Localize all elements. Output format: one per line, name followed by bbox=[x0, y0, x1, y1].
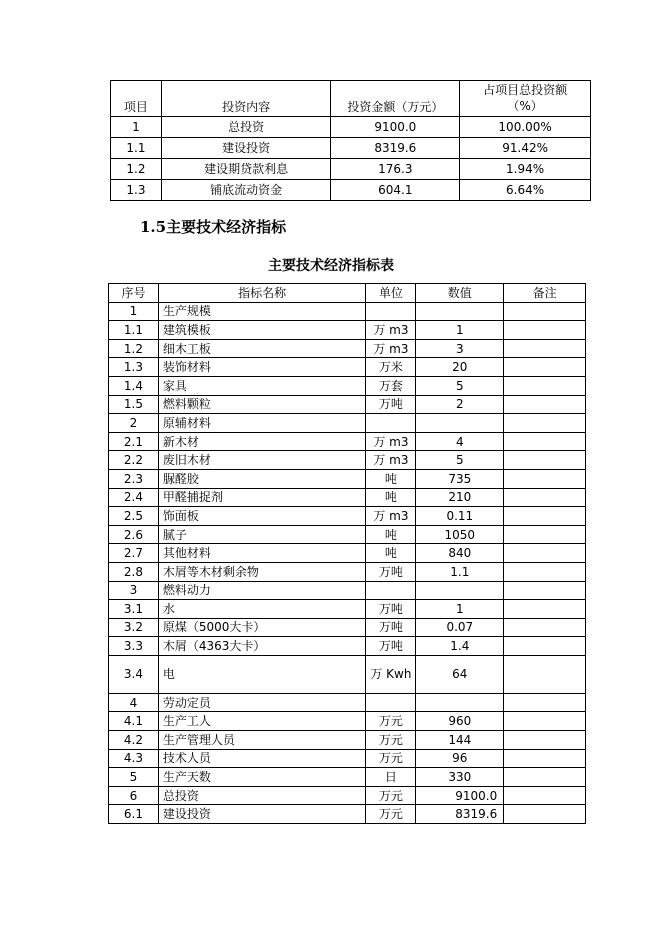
tech-cell-unit: 万 m3 bbox=[366, 321, 416, 340]
investment-header-amount: 投资金额（万元） bbox=[331, 81, 460, 117]
tech-cell-no: 1 bbox=[109, 302, 159, 321]
table-row bbox=[109, 562, 586, 581]
tech-cell-unit: 吨 bbox=[366, 544, 416, 563]
tech-cell-name: 原辅材料 bbox=[158, 414, 366, 433]
tech-cell-value: 8319.6 bbox=[416, 805, 504, 824]
tech-cell-remark bbox=[504, 768, 586, 787]
tech-cell-value: 4 bbox=[416, 432, 504, 451]
tech-cell-remark bbox=[504, 693, 586, 712]
tech-cell-value: 960 bbox=[416, 712, 504, 731]
tech-cell-remark bbox=[504, 655, 586, 693]
tech-cell-unit: 万 m3 bbox=[366, 432, 416, 451]
tech-cell-value: 96 bbox=[416, 749, 504, 768]
table-row bbox=[111, 180, 591, 201]
table-row bbox=[109, 339, 586, 358]
tech-cell-value: 5 bbox=[416, 376, 504, 395]
table-row bbox=[109, 507, 586, 526]
tech-cell-value: 330 bbox=[416, 768, 504, 787]
tech-cell-unit: 万吨 bbox=[366, 618, 416, 637]
tech-cell-no: 4.3 bbox=[109, 749, 159, 768]
tech-cell-value bbox=[416, 581, 504, 600]
tech-cell-value: 5 bbox=[416, 451, 504, 470]
tech-cell-unit bbox=[366, 693, 416, 712]
tech-cell-unit: 万吨 bbox=[366, 562, 416, 581]
table-row bbox=[109, 358, 586, 377]
tech-cell-remark bbox=[504, 562, 586, 581]
tech-cell-unit: 万元 bbox=[366, 731, 416, 750]
tech-cell-name: 建设投资 bbox=[158, 805, 366, 824]
tech-cell-unit: 万米 bbox=[366, 358, 416, 377]
tech-cell-remark bbox=[504, 432, 586, 451]
tech-cell-remark bbox=[504, 544, 586, 563]
tech-cell-unit: 日 bbox=[366, 768, 416, 787]
table-row bbox=[109, 488, 586, 507]
tech-cell-name: 生产天数 bbox=[158, 768, 366, 787]
investment-cell-amount: 176.3 bbox=[331, 159, 460, 180]
tech-cell-unit: 万吨 bbox=[366, 600, 416, 619]
tech-cell-name: 木屑等木材剩余物 bbox=[158, 562, 366, 581]
tech-header-value: 数值 bbox=[416, 284, 504, 303]
table-row bbox=[109, 414, 586, 433]
tech-cell-no: 2 bbox=[109, 414, 159, 433]
section-heading: 1.5主要技术经济指标 bbox=[140, 218, 287, 236]
tech-cell-name: 装饰材料 bbox=[158, 358, 366, 377]
tech-cell-no: 2.5 bbox=[109, 507, 159, 526]
tech-cell-remark bbox=[504, 581, 586, 600]
investment-cell-no: 1 bbox=[111, 117, 162, 138]
tech-cell-remark bbox=[504, 749, 586, 768]
table-row bbox=[109, 432, 586, 451]
table-row bbox=[109, 451, 586, 470]
tech-cell-remark bbox=[504, 600, 586, 619]
table-row bbox=[111, 117, 591, 138]
table-row bbox=[109, 655, 586, 693]
tech-cell-remark bbox=[504, 358, 586, 377]
tech-cell-remark bbox=[504, 712, 586, 731]
tech-cell-no: 6 bbox=[109, 786, 159, 805]
tech-cell-remark bbox=[504, 786, 586, 805]
tech-cell-remark bbox=[504, 302, 586, 321]
tech-cell-value: 9100.0 bbox=[416, 786, 504, 805]
table-row bbox=[109, 637, 586, 656]
tech-cell-no: 3.4 bbox=[109, 655, 159, 693]
investment-cell-content: 铺底流动资金 bbox=[161, 180, 331, 201]
investment-cell-no: 1.3 bbox=[111, 180, 162, 201]
tech-cell-remark bbox=[504, 469, 586, 488]
tech-cell-no: 1.3 bbox=[109, 358, 159, 377]
table-row bbox=[109, 544, 586, 563]
tech-cell-name: 腻子 bbox=[158, 525, 366, 544]
investment-cell-content: 建设期贷款利息 bbox=[161, 159, 331, 180]
table-row bbox=[109, 693, 586, 712]
tech-cell-unit: 万 m3 bbox=[366, 339, 416, 358]
tech-cell-name: 燃料颗粒 bbox=[158, 395, 366, 414]
tech-cell-remark bbox=[504, 321, 586, 340]
investment-table bbox=[110, 80, 591, 201]
tech-cell-no: 6.1 bbox=[109, 805, 159, 824]
tech-cell-value: 144 bbox=[416, 731, 504, 750]
tech-cell-remark bbox=[504, 376, 586, 395]
investment-header-content: 投资内容 bbox=[161, 81, 331, 117]
investment-cell-no: 1.1 bbox=[111, 138, 162, 159]
tech-cell-no: 2.4 bbox=[109, 488, 159, 507]
tech-cell-value bbox=[416, 693, 504, 712]
investment-cell-share: 1.94% bbox=[460, 159, 591, 180]
tech-cell-value: 20 bbox=[416, 358, 504, 377]
tech-cell-no: 2.2 bbox=[109, 451, 159, 470]
tech-cell-name: 燃料动力 bbox=[158, 581, 366, 600]
tech-cell-no: 3.3 bbox=[109, 637, 159, 656]
tech-indicators-table bbox=[108, 283, 586, 824]
investment-cell-content: 建设投资 bbox=[161, 138, 331, 159]
investment-header-share bbox=[460, 81, 591, 117]
tech-cell-name: 建筑模板 bbox=[158, 321, 366, 340]
tech-cell-value: 3 bbox=[416, 339, 504, 358]
tech-cell-name: 家具 bbox=[158, 376, 366, 395]
tech-cell-no: 1.1 bbox=[109, 321, 159, 340]
tech-cell-name: 其他材料 bbox=[158, 544, 366, 563]
investment-cell-amount: 9100.0 bbox=[331, 117, 460, 138]
tech-cell-unit bbox=[366, 581, 416, 600]
tech-cell-remark bbox=[504, 525, 586, 544]
tech-cell-unit: 万元 bbox=[366, 805, 416, 824]
tech-cell-remark bbox=[504, 414, 586, 433]
tech-cell-no: 2.1 bbox=[109, 432, 159, 451]
tech-cell-value: 735 bbox=[416, 469, 504, 488]
tech-cell-value: 210 bbox=[416, 488, 504, 507]
tech-header-row bbox=[109, 284, 586, 303]
tech-cell-value: 840 bbox=[416, 544, 504, 563]
tech-cell-unit: 吨 bbox=[366, 469, 416, 488]
table-row bbox=[109, 376, 586, 395]
tech-cell-no: 5 bbox=[109, 768, 159, 787]
investment-cell-amount: 604.1 bbox=[331, 180, 460, 201]
tech-cell-no: 4 bbox=[109, 693, 159, 712]
tech-cell-name: 木屑（4363大卡） bbox=[158, 637, 366, 656]
tech-cell-remark bbox=[504, 731, 586, 750]
table-row bbox=[109, 712, 586, 731]
investment-cell-share: 100.00% bbox=[460, 117, 591, 138]
tech-cell-value: 0.07 bbox=[416, 618, 504, 637]
tech-cell-unit: 万 m3 bbox=[366, 451, 416, 470]
tech-cell-name: 细木工板 bbox=[158, 339, 366, 358]
tech-cell-unit: 万元 bbox=[366, 749, 416, 768]
tech-cell-remark bbox=[504, 488, 586, 507]
tech-cell-remark bbox=[504, 395, 586, 414]
tech-cell-name: 总投资 bbox=[158, 786, 366, 805]
tech-cell-name: 脲醛胶 bbox=[158, 469, 366, 488]
tech-cell-no: 3.1 bbox=[109, 600, 159, 619]
tech-cell-value: 1.1 bbox=[416, 562, 504, 581]
investment-cell-share: 6.64% bbox=[460, 180, 591, 201]
investment-cell-amount: 8319.6 bbox=[331, 138, 460, 159]
table-row bbox=[109, 525, 586, 544]
tech-header-no: 序号 bbox=[109, 284, 159, 303]
tech-cell-unit bbox=[366, 414, 416, 433]
table-title: 主要技术经济指标表 bbox=[268, 258, 394, 274]
tech-cell-name: 生产规模 bbox=[158, 302, 366, 321]
tech-cell-unit: 万元 bbox=[366, 786, 416, 805]
investment-cell-share: 91.42% bbox=[460, 138, 591, 159]
tech-cell-value: 0.11 bbox=[416, 507, 504, 526]
tech-cell-value: 1050 bbox=[416, 525, 504, 544]
table-row bbox=[109, 395, 586, 414]
table-row bbox=[111, 159, 591, 180]
tech-cell-no: 3 bbox=[109, 581, 159, 600]
tech-cell-value: 1 bbox=[416, 321, 504, 340]
tech-header-remark: 备注 bbox=[504, 284, 586, 303]
tech-cell-value: 2 bbox=[416, 395, 504, 414]
tech-cell-name: 水 bbox=[158, 600, 366, 619]
tech-cell-no: 2.8 bbox=[109, 562, 159, 581]
tech-cell-unit: 万 m3 bbox=[366, 507, 416, 526]
tech-cell-name: 生产工人 bbox=[158, 712, 366, 731]
tech-cell-name: 生产管理人员 bbox=[158, 731, 366, 750]
tech-cell-unit: 万元 bbox=[366, 712, 416, 731]
tech-cell-no: 3.2 bbox=[109, 618, 159, 637]
tech-cell-no: 1.4 bbox=[109, 376, 159, 395]
tech-cell-value bbox=[416, 414, 504, 433]
investment-header-row bbox=[111, 81, 591, 117]
table-row bbox=[109, 469, 586, 488]
tech-cell-no: 4.2 bbox=[109, 731, 159, 750]
tech-cell-remark bbox=[504, 805, 586, 824]
tech-cell-value bbox=[416, 302, 504, 321]
investment-cell-no: 1.2 bbox=[111, 159, 162, 180]
tech-cell-unit: 万吨 bbox=[366, 637, 416, 656]
tech-cell-name: 废旧木材 bbox=[158, 451, 366, 470]
tech-cell-remark bbox=[504, 451, 586, 470]
table-row bbox=[109, 600, 586, 619]
investment-header-item: 项目 bbox=[111, 81, 162, 117]
tech-cell-remark bbox=[504, 637, 586, 656]
table-row bbox=[109, 731, 586, 750]
tech-cell-no: 1.5 bbox=[109, 395, 159, 414]
table-row bbox=[111, 138, 591, 159]
tech-cell-unit: 吨 bbox=[366, 488, 416, 507]
tech-cell-value: 64 bbox=[416, 655, 504, 693]
table-row bbox=[109, 321, 586, 340]
tech-cell-no: 2.7 bbox=[109, 544, 159, 563]
tech-cell-value: 1 bbox=[416, 600, 504, 619]
tech-cell-name: 原煤（5000大卡） bbox=[158, 618, 366, 637]
table-row bbox=[109, 805, 586, 824]
tech-header-unit: 单位 bbox=[366, 284, 416, 303]
tech-cell-unit: 万吨 bbox=[366, 395, 416, 414]
tech-cell-name: 饰面板 bbox=[158, 507, 366, 526]
tech-cell-unit: 万 Kwh bbox=[366, 655, 416, 693]
table-row bbox=[109, 618, 586, 637]
table-row bbox=[109, 786, 586, 805]
tech-cell-value: 1.4 bbox=[416, 637, 504, 656]
investment-header-share-line1: 占项目总投资额 bbox=[483, 83, 568, 97]
tech-cell-remark bbox=[504, 507, 586, 526]
tech-cell-name: 甲醛捕捉剂 bbox=[158, 488, 366, 507]
tech-cell-no: 1.2 bbox=[109, 339, 159, 358]
investment-cell-content: 总投资 bbox=[161, 117, 331, 138]
investment-header-share-line2: （%） bbox=[507, 99, 543, 113]
table-row bbox=[109, 581, 586, 600]
tech-header-name: 指标名称 bbox=[158, 284, 366, 303]
tech-cell-remark bbox=[504, 339, 586, 358]
tech-cell-unit: 吨 bbox=[366, 525, 416, 544]
table-row bbox=[109, 749, 586, 768]
tech-cell-unit: 万套 bbox=[366, 376, 416, 395]
tech-cell-no: 2.6 bbox=[109, 525, 159, 544]
tech-cell-name: 新木材 bbox=[158, 432, 366, 451]
tech-cell-name: 电 bbox=[158, 655, 366, 693]
tech-cell-remark bbox=[504, 618, 586, 637]
tech-cell-no: 2.3 bbox=[109, 469, 159, 488]
tech-cell-no: 4.1 bbox=[109, 712, 159, 731]
tech-cell-name: 劳动定员 bbox=[158, 693, 366, 712]
table-row bbox=[109, 302, 586, 321]
tech-cell-unit bbox=[366, 302, 416, 321]
tech-cell-name: 技术人员 bbox=[158, 749, 366, 768]
table-row bbox=[109, 768, 586, 787]
